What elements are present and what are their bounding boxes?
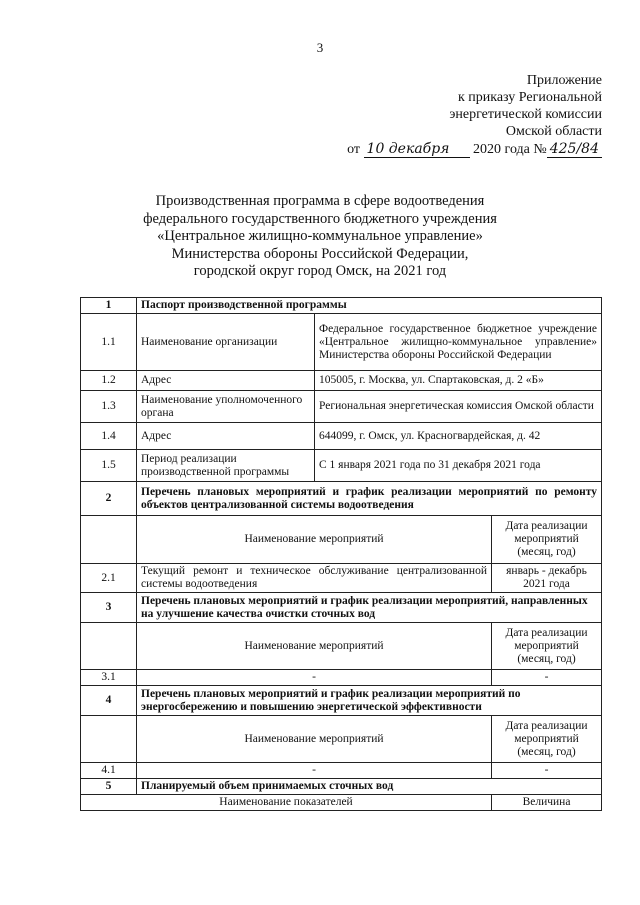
row-value: 105005, г. Москва, ул. Спартаковская, д. 2 «Б» (315, 371, 602, 391)
row-number: 1.2 (81, 371, 137, 391)
row-value: 644099, г. Омск, ул. Красногвардейская, д. 42 (315, 423, 602, 450)
section-title: Планируемый объем принимаемых сточных вод (137, 779, 602, 795)
date-year: 2020 года № (473, 142, 547, 157)
column-header-value: Величина (492, 795, 602, 811)
column-header-name: Наименование мероприятий (137, 716, 492, 763)
document-title (0, 193, 640, 281)
column-header-date: Дата реализации мероприятий (месяц, год) (492, 623, 602, 670)
date-prefix: от (347, 142, 361, 157)
section-title: Перечень плановых мероприятий и график реализации мероприятий, направленных на улучшение качества очистки сточных вод (137, 593, 602, 623)
empty-cell (81, 716, 137, 763)
row-label: Период реализации производственной программы (137, 450, 315, 482)
column-header-row (81, 795, 602, 811)
production-program-table (80, 297, 602, 811)
row-label: Адрес (137, 371, 315, 391)
title-line: городской округ город Омск, на 2021 год (193, 263, 447, 279)
row-number: 2.1 (81, 564, 137, 593)
column-header-row (81, 716, 602, 763)
activity-name: Текущий ремонт и техническое обслуживание централизованной системы водоотведения (137, 564, 492, 593)
activity-name: - (137, 763, 492, 779)
handwritten-date: 10 декабря (364, 141, 470, 158)
column-header-indicator: Наименование показателей (81, 795, 492, 811)
appendix-line: Омской области (505, 124, 602, 139)
table-row (81, 314, 602, 371)
section-number: 1 (81, 298, 137, 314)
table-row (81, 670, 602, 686)
section-4-header (81, 686, 602, 716)
table-row (81, 450, 602, 482)
column-header-row (81, 516, 602, 564)
title-line: Министерства обороны Российской Федерации, (171, 245, 469, 262)
appendix-line: Приложение (526, 73, 602, 88)
row-value: С 1 января 2021 года по 31 декабря 2021 года (315, 450, 602, 482)
row-value: Региональная энергетическая комиссия Омской области (315, 391, 602, 423)
row-number: 1.4 (81, 423, 137, 450)
empty-cell (81, 516, 137, 564)
row-label: Наименование организации (137, 314, 315, 371)
section-title: Перечень плановых мероприятий и график реализации мероприятий по ремонту объектов централизованной системы водоотведения (137, 482, 602, 516)
appendix-header (449, 72, 602, 140)
column-header-date: Дата реализации мероприятий (месяц, год) (492, 716, 602, 763)
section-3-header (81, 593, 602, 623)
column-header-row (81, 623, 602, 670)
row-number: 1.3 (81, 391, 137, 423)
section-number: 3 (81, 593, 137, 623)
title-line: федерального государственного бюджетного учреждения (143, 210, 497, 227)
appendix-line: энергетической комиссии (449, 107, 602, 122)
row-number: 1.5 (81, 450, 137, 482)
activity-date: - (492, 763, 602, 779)
row-number: 1.1 (81, 314, 137, 371)
section-number: 2 (81, 482, 137, 516)
row-value: Федеральное государственное бюджетное учреждение «Центральное жилищно-коммунальное управление» Министерства обороны Российской Федерации (315, 314, 602, 371)
table-row (81, 371, 602, 391)
section-title: Паспорт производственной программы (137, 298, 602, 314)
table-row (81, 564, 602, 593)
row-number: 4.1 (81, 763, 137, 779)
section-1-header (81, 298, 602, 314)
section-title: Перечень плановых мероприятий и график реализации мероприятий по энергосбережению и повышению энергетической эффективности (137, 686, 602, 716)
page-number: 3 (316, 40, 324, 55)
activity-name: - (137, 670, 492, 686)
row-label: Наименование уполномоченного органа (137, 391, 315, 423)
table-row (81, 391, 602, 423)
activity-date: январь - декабрь 2021 года (492, 564, 602, 593)
section-2-header (81, 482, 602, 516)
order-date-line (347, 141, 602, 158)
section-5-header (81, 779, 602, 795)
column-header-date: Дата реализации мероприятий (месяц, год) (492, 516, 602, 564)
row-number: 3.1 (81, 670, 137, 686)
activity-date: - (492, 670, 602, 686)
section-number: 4 (81, 686, 137, 716)
row-label: Адрес (137, 423, 315, 450)
column-header-name: Наименование мероприятий (137, 623, 492, 670)
section-number: 5 (81, 779, 137, 795)
table-row (81, 763, 602, 779)
column-header-name: Наименование мероприятий (137, 516, 492, 564)
appendix-line: к приказу Региональной (457, 90, 602, 105)
handwritten-order-number: 425/84 (547, 141, 602, 158)
title-line: Производственная программа в сфере водоотведения (155, 193, 485, 209)
empty-cell (81, 623, 137, 670)
table-row (81, 423, 602, 450)
title-line: «Центральное жилищно-коммунальное управление» (157, 228, 483, 244)
